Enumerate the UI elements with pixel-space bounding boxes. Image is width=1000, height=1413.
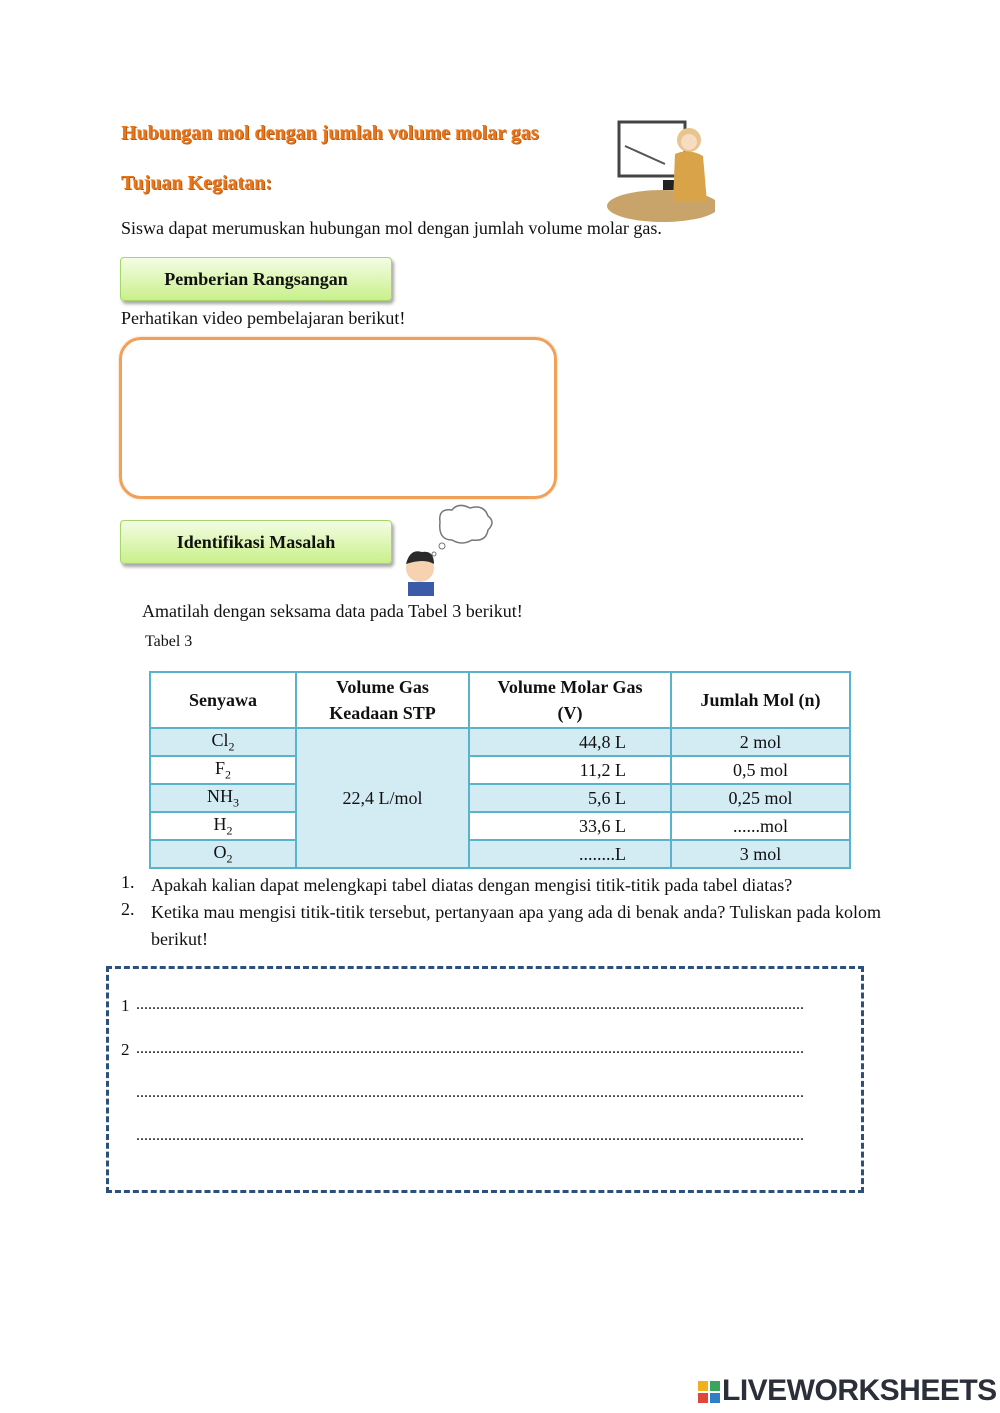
volume-cell: 5,6 L — [469, 784, 671, 812]
table-instruction: Amatilah dengan seksama data pada Tabel 3 berikut! — [142, 601, 523, 621]
table-caption: Tabel 3 — [145, 633, 193, 650]
answer-line-1[interactable]: ....................................................................................................................................................................... — [136, 996, 804, 1013]
header-mole-count: Jumlah Mol (n) — [671, 672, 850, 728]
compound-cell: $Cl_2$ — [150, 728, 296, 756]
volume-cell: 11,2 L — [469, 756, 671, 784]
mol-cell: 0,5 mol — [671, 756, 850, 784]
activity-goal-heading: Tujuan Kegiatan: — [121, 172, 272, 194]
liveworksheets-logo-icon — [698, 1381, 720, 1403]
answer-line-3[interactable]: ....................................................................................................................................................................... — [136, 1084, 804, 1101]
table-row — [150, 756, 850, 784]
answer-line-2-number: 2 — [121, 1040, 130, 1059]
volume-input-cell[interactable]: ........L — [469, 840, 671, 868]
mol-input-cell[interactable]: ......mol — [671, 812, 850, 840]
stimulus-section-label: Pemberian Rangsangan — [120, 257, 392, 301]
problem-identification-label: Identifikasi Masalah — [120, 520, 392, 564]
brand-wordmark: LIVEWORKSHEETS — [722, 1374, 997, 1407]
page-title: Hubungan mol dengan jumlah volume molar gas — [121, 122, 539, 144]
header-molar-volume: Volume Molar Gas (V) — [469, 672, 671, 728]
stp-volume-cell: 22,4 L/mol — [296, 728, 469, 868]
thinking-student-illustration — [400, 500, 496, 596]
compound-cell: $O_2$ — [150, 840, 296, 868]
volume-cell: 44,8 L — [469, 728, 671, 756]
table-row — [150, 784, 850, 812]
answer-line-1-number: 1 — [121, 996, 130, 1015]
table-row — [150, 812, 850, 840]
teacher-illustration — [603, 118, 715, 222]
compound-cell: $F_2$ — [150, 756, 296, 784]
mol-cell: 0,25 mol — [671, 784, 850, 812]
video-placeholder[interactable] — [119, 337, 557, 499]
answer-line-4[interactable]: ....................................................................................................................................................................... — [136, 1127, 804, 1144]
compound-cell: $NH_3$ — [150, 784, 296, 812]
mol-cell: 3 mol — [671, 840, 850, 868]
mol-cell: 2 mol — [671, 728, 850, 756]
header-stp-volume: Volume Gas Keadaan STP — [296, 672, 469, 728]
objective-text: Siswa dapat merumuskan hubungan mol dengan jumlah volume molar gas. — [121, 218, 662, 238]
table-row — [150, 840, 850, 868]
volume-cell: 33,6 L — [469, 812, 671, 840]
answer-line-2[interactable]: ....................................................................................................................................................................... — [136, 1040, 804, 1057]
header-compound: Senyawa — [150, 672, 296, 728]
compound-cell: $H_2$ — [150, 812, 296, 840]
mole-volume-table — [149, 671, 851, 869]
table-row — [150, 728, 850, 756]
video-instruction: Perhatikan video pembelajaran berikut! — [121, 308, 406, 328]
